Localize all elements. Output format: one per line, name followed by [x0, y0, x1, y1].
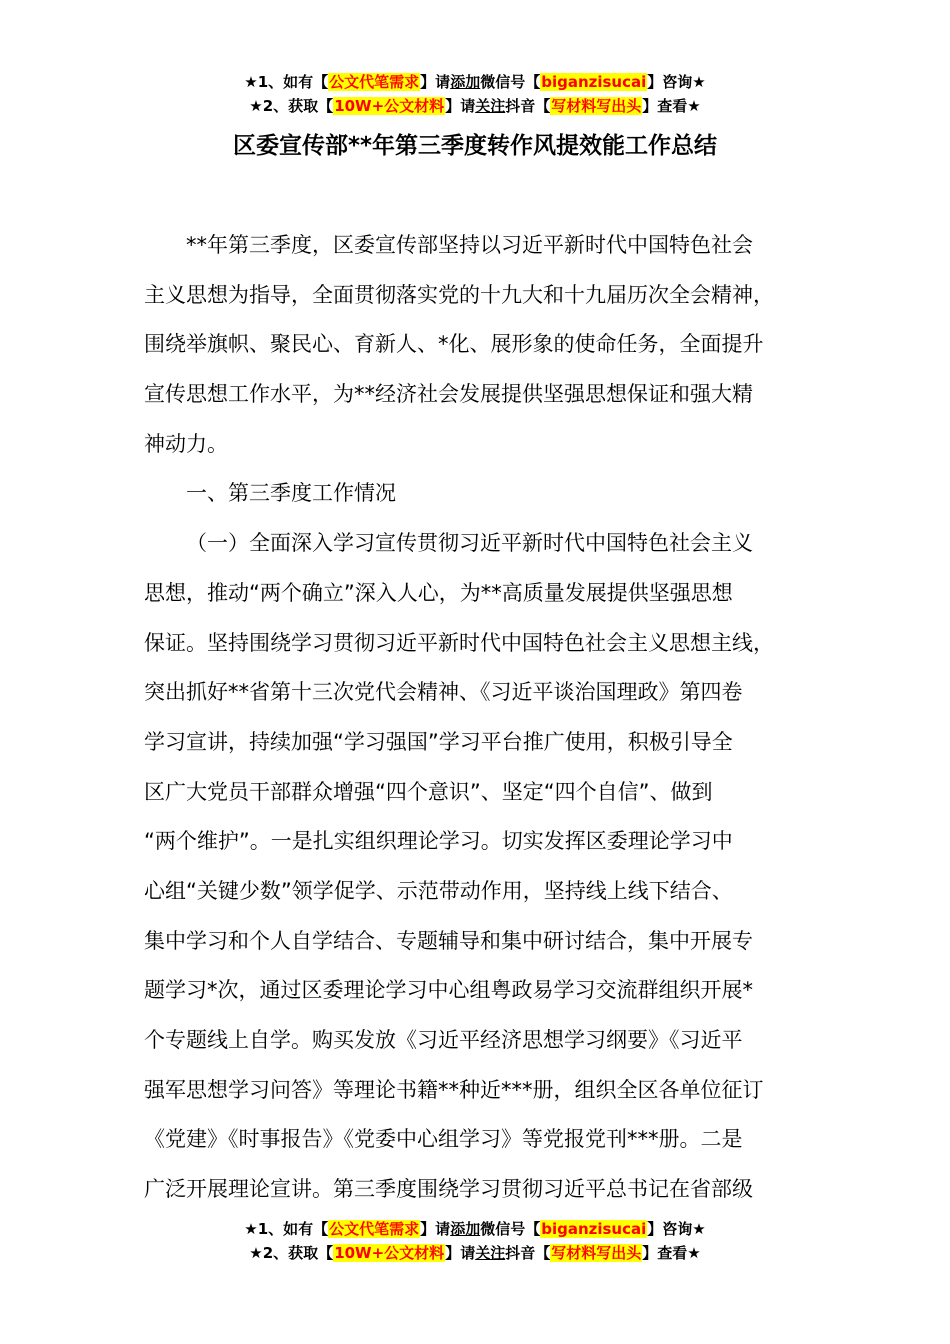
promo-text: ★1、如有【 [244, 73, 329, 91]
promo-highlight: biganzisucai [541, 1220, 647, 1238]
promo-text: 】请 [420, 1220, 451, 1238]
body-line: 突出抓好**省第十三次党代会精神、《习近平谈治国理政》第四卷 [144, 680, 743, 705]
promo-line-2 [0, 1241, 950, 1265]
body-line: 学习宣讲，持续加强“学习强国”学习平台推广使用，积极引导全 [144, 729, 733, 754]
promo-highlight: 10W+公文材料 [334, 1244, 445, 1262]
document-title: 区委宣传部**年第三季度转作风提效能工作总结 [232, 133, 718, 159]
body-line: 题学习*次，通过区委理论学习中心组粤政易学习交流群组织开展* [144, 978, 753, 1003]
promo-text: 】咨询★ [647, 1220, 706, 1238]
promo-text: 微信号【 [480, 73, 541, 91]
body-line: 宣传思想工作水平，为**经济社会发展提供坚强思想保证和强大精 [144, 382, 753, 407]
body-line: 区广大党员干部群众增强“四个意识”、坚定“四个自信”、做到 [144, 779, 713, 804]
promo-text: 】请 [420, 73, 451, 91]
promo-text: ★2、获取【 [249, 1244, 334, 1262]
promo-text: 】请 [445, 97, 476, 115]
promo-underlined: 添加 [450, 1220, 481, 1238]
body-line: 围绕举旗帜、聚民心、育新人、*化、展形象的使命任务，全面提升 [144, 332, 764, 357]
promo-highlight: 写材料写出头 [551, 97, 642, 115]
body-line: 《党建》《时事报告》《党委中心组学习》等党报党刊***册。二是 [144, 1127, 743, 1152]
document-body [144, 221, 844, 1215]
body-line: 神动力。 [144, 431, 228, 456]
promo-text: 抖音【 [505, 97, 551, 115]
promo-text: 抖音【 [505, 1244, 551, 1262]
body-line: 思想，推动“两个确立”深入人心，为**高质量发展提供坚强思想 [144, 580, 733, 605]
section-heading: 一、第三季度工作情况 [186, 481, 396, 506]
promo-line-1 [0, 1217, 950, 1241]
body-line: 广泛开展理论宣讲。第三季度围绕学习贯彻习近平总书记在省部级 [144, 1177, 753, 1202]
body-line: “两个维护”。一是扎实组织理论学习。切实发挥区委理论学习中 [144, 829, 733, 854]
promo-line-2 [0, 94, 950, 118]
promo-text: 微信号【 [480, 1220, 541, 1238]
promo-footer [0, 1217, 950, 1265]
promo-text: 】请 [445, 1244, 476, 1262]
promo-header [0, 70, 950, 118]
body-line: （一）全面深入学习宣传贯彻习近平新时代中国特色社会主义 [186, 531, 753, 556]
promo-highlight: biganzisucai [541, 73, 647, 91]
promo-text: ★1、如有【 [244, 1220, 329, 1238]
promo-text: 】查看★ [642, 97, 701, 115]
promo-highlight: 写材料写出头 [551, 1244, 642, 1262]
promo-text: ★2、获取【 [249, 97, 334, 115]
body-line: 集中学习和个人自学结合、专题辅导和集中研讨结合，集中开展专 [144, 928, 753, 953]
promo-text: 】查看★ [642, 1244, 701, 1262]
promo-underlined: 关注 [475, 97, 506, 115]
promo-line-1 [0, 70, 950, 94]
body-line: 主义思想为指导，全面贯彻落实党的十九大和十九届历次全会精神， [144, 282, 774, 307]
body-line: 个专题线上自学。购买发放《习近平经济思想学习纲要》《习近平 [144, 1028, 743, 1052]
body-line: **年第三季度，区委宣传部坚持以习近平新时代中国特色社会 [186, 233, 753, 257]
promo-highlight: 公文代笔需求 [329, 73, 420, 91]
body-line: 保证。坚持围绕学习贯彻习近平新时代中国特色社会主义思想主线， [144, 630, 774, 655]
body-line: 心组“关键少数”领学促学、示范带动作用，坚持线上线下结合、 [144, 878, 733, 903]
promo-highlight: 10W+公文材料 [334, 97, 445, 115]
promo-underlined: 关注 [475, 1244, 506, 1262]
body-line: 强军思想学习问答》等理论书籍**种近***册，组织全区各单位征订 [144, 1077, 764, 1102]
promo-text: 】咨询★ [647, 73, 706, 91]
promo-highlight: 公文代笔需求 [329, 1220, 420, 1238]
promo-underlined: 添加 [450, 73, 481, 91]
